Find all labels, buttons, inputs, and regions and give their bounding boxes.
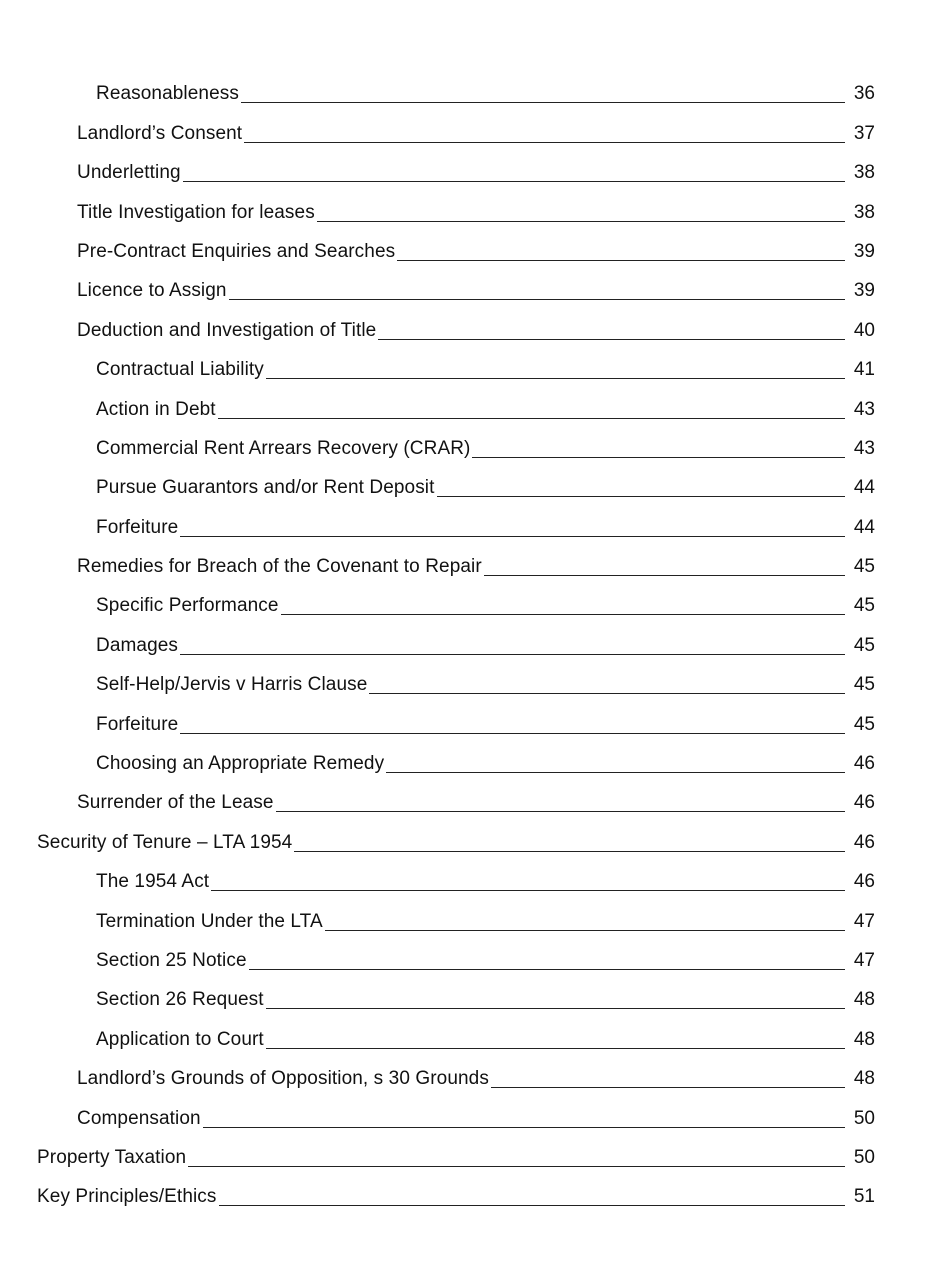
toc-leader-line — [219, 1205, 845, 1206]
toc-entry-title: Compensation — [77, 1107, 201, 1129]
toc-entry-page-number: 45 — [853, 634, 875, 656]
toc-entry-line — [77, 556, 875, 578]
toc-entry-page-number: 47 — [853, 949, 875, 971]
toc-entry-title: Pursue Guarantors and/or Rent Deposit — [96, 477, 435, 499]
toc-leader-line — [266, 378, 845, 379]
toc-entry-page-number: 44 — [853, 477, 875, 499]
toc-entry-page-number: 36 — [853, 83, 875, 105]
toc-entry-line — [96, 477, 875, 499]
toc-entry-page-number: 50 — [853, 1107, 875, 1129]
toc-entry[interactable] — [0, 864, 930, 903]
toc-leader-line — [276, 811, 845, 812]
toc-entry-page-number: 50 — [853, 1146, 875, 1168]
toc-entry-line — [77, 123, 875, 145]
toc-entry-line — [96, 989, 875, 1011]
toc-leader-line — [244, 142, 845, 143]
toc-leader-line — [180, 536, 845, 537]
toc-leader-line — [266, 1048, 845, 1049]
toc-entry-line — [96, 674, 875, 696]
toc-entry-title: Action in Debt — [96, 398, 216, 420]
toc-entry-line — [77, 241, 875, 263]
toc-entry-line — [96, 359, 875, 381]
toc-entry-page-number: 37 — [853, 122, 875, 144]
toc-entry-title: Pre-Contract Enquiries and Searches — [77, 240, 396, 262]
toc-entry[interactable] — [0, 982, 930, 1021]
toc-entry-line — [96, 595, 875, 617]
toc-entry[interactable] — [0, 1179, 930, 1218]
toc-entry-line — [37, 1186, 875, 1208]
toc-entry[interactable] — [0, 391, 930, 430]
toc-entry-line — [96, 1029, 875, 1051]
toc-leader-line — [369, 693, 845, 694]
toc-entry[interactable] — [0, 194, 930, 233]
toc-entry-page-number: 38 — [853, 201, 875, 223]
toc-entry[interactable] — [0, 627, 930, 666]
toc-entry-title: Deduction and Investigation of Title — [77, 319, 377, 341]
toc-leader-line — [266, 1008, 845, 1009]
toc-entry-page-number: 45 — [853, 713, 875, 735]
toc-entry-title: Remedies for Breach of the Covenant to Repair — [77, 556, 482, 578]
toc-leader-line — [180, 733, 845, 734]
toc-entry-line — [77, 320, 875, 342]
toc-entry-title: Key Principles/Ethics — [37, 1186, 217, 1208]
toc-leader-line — [229, 299, 845, 300]
toc-entry[interactable] — [0, 903, 930, 942]
toc-entry-line — [77, 1068, 875, 1090]
toc-entry-title: Section 26 Request — [96, 989, 264, 1011]
toc-entry-line — [96, 635, 875, 657]
toc-entry-line — [77, 162, 875, 184]
toc-entry-page-number: 48 — [853, 1068, 875, 1090]
toc-leader-line — [294, 851, 845, 852]
toc-entry[interactable] — [0, 706, 930, 745]
toc-entry-title: Forfeiture — [96, 516, 179, 538]
toc-entry[interactable] — [0, 352, 930, 391]
toc-leader-line — [183, 181, 845, 182]
toc-entry-line — [37, 832, 875, 854]
toc-entry-title: Surrender of the Lease — [77, 792, 274, 814]
toc-entry-page-number: 47 — [853, 910, 875, 932]
toc-entry-line — [77, 792, 875, 814]
toc-entry-line — [96, 753, 875, 775]
toc-entry[interactable] — [0, 1021, 930, 1060]
toc-entry-line — [96, 399, 875, 421]
toc-entry-page-number: 43 — [853, 437, 875, 459]
toc-leader-line — [325, 930, 845, 931]
toc-entry-line — [77, 1108, 875, 1130]
toc-entry[interactable] — [0, 667, 930, 706]
toc-leader-line — [211, 890, 845, 891]
toc-entry-page-number: 41 — [853, 359, 875, 381]
table-of-contents — [0, 76, 930, 1218]
toc-entry-title: Underletting — [77, 162, 181, 184]
toc-leader-line — [386, 772, 845, 773]
toc-entry[interactable] — [0, 1100, 930, 1139]
toc-entry-title: Forfeiture — [96, 713, 179, 735]
toc-entry-page-number: 45 — [853, 674, 875, 696]
toc-entry-title: Contractual Liability — [96, 359, 264, 381]
toc-entry-line — [96, 714, 875, 736]
toc-entry-line — [77, 280, 875, 302]
toc-leader-line — [378, 339, 845, 340]
toc-entry-page-number: 44 — [853, 516, 875, 538]
toc-leader-line — [281, 614, 845, 615]
toc-entry-title: Property Taxation — [37, 1146, 187, 1168]
toc-entry-page-number: 45 — [853, 556, 875, 578]
toc-entry-page-number: 45 — [853, 595, 875, 617]
toc-entry-page-number: 48 — [853, 1028, 875, 1050]
toc-entry[interactable] — [0, 1061, 930, 1100]
toc-entry[interactable] — [0, 312, 930, 351]
toc-entry-title: The 1954 Act — [96, 871, 210, 893]
toc-entry-page-number: 48 — [853, 989, 875, 1011]
toc-leader-line — [203, 1127, 845, 1128]
toc-entry[interactable] — [0, 115, 930, 154]
toc-entry[interactable] — [0, 76, 930, 115]
toc-entry[interactable] — [0, 746, 930, 785]
toc-entry-title: Specific Performance — [96, 595, 279, 617]
toc-entry[interactable] — [0, 588, 930, 627]
toc-entry-page-number: 46 — [853, 871, 875, 893]
toc-entry-title: Commercial Rent Arrears Recovery (CRAR) — [96, 437, 471, 459]
toc-leader-line — [180, 654, 845, 655]
toc-leader-line — [188, 1166, 845, 1167]
toc-entry-page-number: 46 — [853, 792, 875, 814]
toc-entry-title: Self-Help/Jervis v Harris Clause — [96, 674, 368, 696]
toc-entry-line — [96, 911, 875, 933]
toc-entry-title: Security of Tenure – LTA 1954 — [37, 831, 293, 853]
toc-entry-page-number: 46 — [853, 753, 875, 775]
toc-entry-line — [96, 438, 875, 460]
toc-entry[interactable] — [0, 155, 930, 194]
toc-leader-line — [491, 1087, 845, 1088]
toc-entry[interactable] — [0, 470, 930, 509]
toc-entry-title: Landlord’s Grounds of Opposition, s 30 Grounds — [77, 1068, 489, 1090]
toc-entry[interactable] — [0, 943, 930, 982]
toc-entry-line — [37, 1147, 875, 1169]
toc-leader-line — [218, 418, 845, 419]
toc-leader-line — [472, 457, 845, 458]
toc-entry[interactable] — [0, 549, 930, 588]
toc-entry-page-number: 39 — [853, 280, 875, 302]
toc-entry-line — [96, 83, 875, 105]
toc-leader-line — [241, 102, 845, 103]
toc-entry-title: Section 25 Notice — [96, 949, 247, 971]
toc-entry-page-number: 40 — [853, 319, 875, 341]
toc-entry-title: Choosing an Appropriate Remedy — [96, 753, 385, 775]
toc-leader-line — [317, 221, 845, 222]
toc-entry-title: Licence to Assign — [77, 280, 227, 302]
toc-entry-line — [96, 950, 875, 972]
toc-entry-line — [96, 871, 875, 893]
toc-entry-page-number: 39 — [853, 240, 875, 262]
toc-entry-page-number: 51 — [853, 1186, 875, 1208]
toc-entry[interactable] — [0, 1140, 930, 1179]
toc-entry-page-number: 46 — [853, 831, 875, 853]
toc-entry-title: Damages — [96, 634, 179, 656]
toc-entry-title: Reasonableness — [96, 83, 239, 105]
toc-entry[interactable] — [0, 431, 930, 470]
toc-entry[interactable] — [0, 785, 930, 824]
toc-entry-title: Title Investigation for leases — [77, 201, 315, 223]
toc-entry-page-number: 38 — [853, 162, 875, 184]
toc-entry-line — [96, 517, 875, 539]
toc-entry[interactable] — [0, 824, 930, 863]
toc-entry-title: Termination Under the LTA — [96, 910, 323, 932]
toc-leader-line — [437, 496, 846, 497]
toc-entry-page-number: 43 — [853, 398, 875, 420]
toc-entry-title: Landlord’s Consent — [77, 122, 243, 144]
toc-leader-line — [484, 575, 845, 576]
toc-entry-line — [77, 202, 875, 224]
toc-entry[interactable] — [0, 273, 930, 312]
toc-entry[interactable] — [0, 234, 930, 273]
toc-entry[interactable] — [0, 509, 930, 548]
toc-leader-line — [397, 260, 845, 261]
toc-leader-line — [249, 969, 845, 970]
toc-entry-title: Application to Court — [96, 1028, 264, 1050]
